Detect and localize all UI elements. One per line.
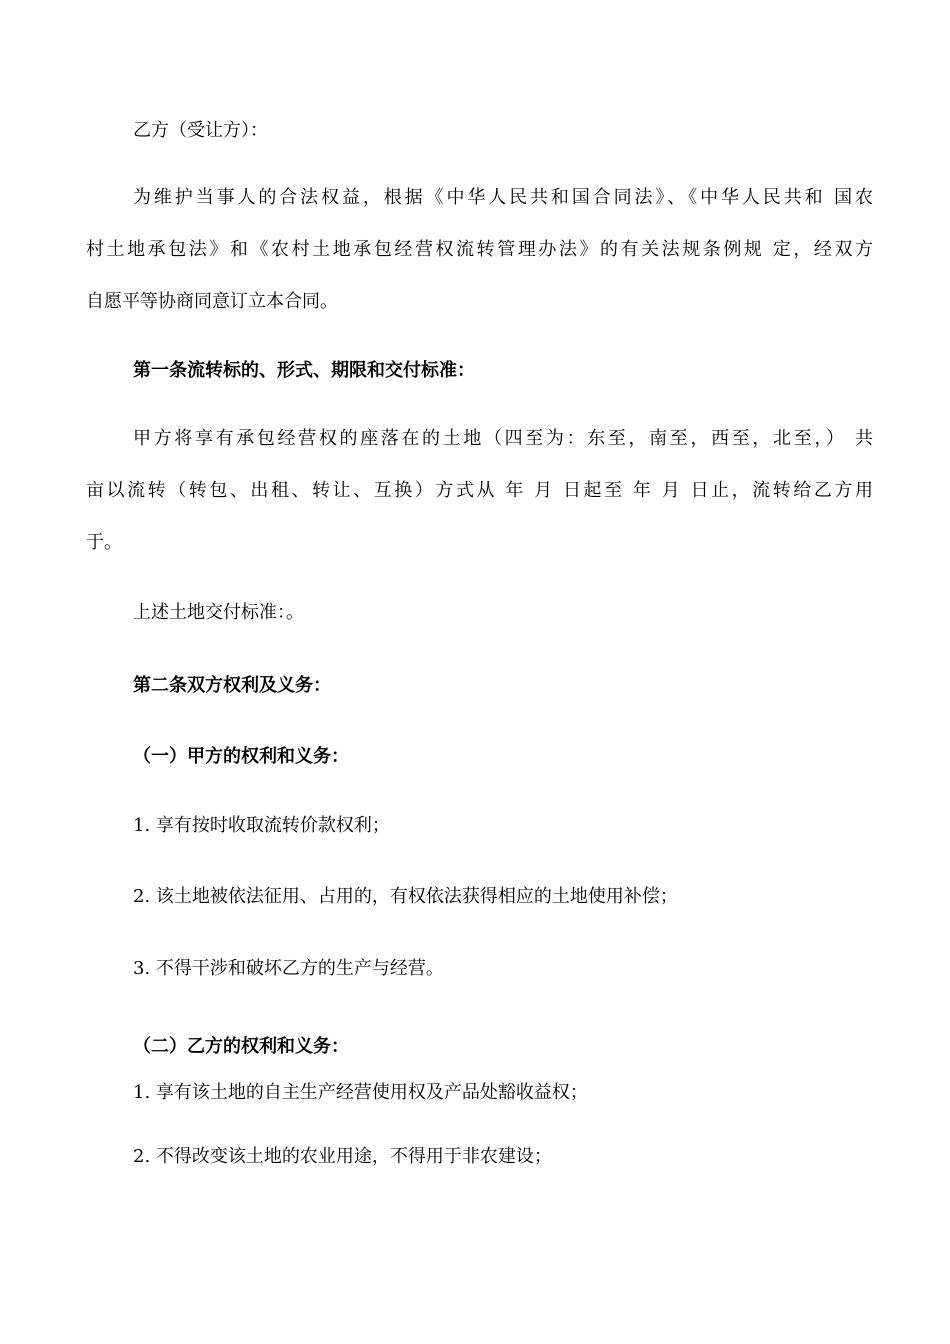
party-a-rights-heading: （一）甲方的权利和义务：	[133, 746, 349, 767]
party-a-item-1: 1. 享有按时收取流转价款权利；	[133, 815, 390, 836]
article-2-heading: 第二条双方权利及义务：	[133, 675, 331, 696]
party-a-item-2: 2. 该土地被依法征用、占用的，有权依法获得相应的土地使用补偿；	[133, 886, 678, 907]
preamble-line-2: 村土地承包法》和《农村土地承包经营权流转管理办法》的有关法规条例规 定，经双方	[86, 239, 873, 260]
party-b-item-1: 1. 享有该土地的自主生产经营使用权及产品处豁收益权；	[133, 1082, 588, 1103]
article-1-para-line-1: 甲方将享有承包经营权的座落在的土地（四至为：东至，南至，西至，北至，） 共	[133, 428, 873, 449]
article-1-heading: 第一条流转标的、形式、期限和交付标准：	[133, 360, 475, 381]
preamble-line-3: 自愿平等协商同意订立本合同。	[86, 291, 338, 312]
preamble-line-1: 为维护当事人的合法权益，根据《中华人民共和国合同法》、《中华人民共和 国农	[133, 187, 873, 208]
party-b-line: 乙方（受让方）：	[133, 120, 268, 141]
article-1-para-line-2: 亩以流转（转包、出租、转让、互换）方式从 年 月 日起至 年 月 日止，流转给乙方用	[86, 480, 873, 501]
party-b-item-2: 2. 不得改变该土地的农业用途，不得用于非农建设；	[133, 1146, 552, 1167]
party-b-rights-heading: （二）乙方的权利和义务：	[133, 1036, 349, 1057]
party-a-item-3: 3. 不得干涉和破坏乙方的生产与经营。	[133, 958, 444, 979]
delivery-standard: 上述土地交付标准：。	[133, 602, 304, 623]
article-1-para-line-3: 于。	[86, 532, 122, 553]
